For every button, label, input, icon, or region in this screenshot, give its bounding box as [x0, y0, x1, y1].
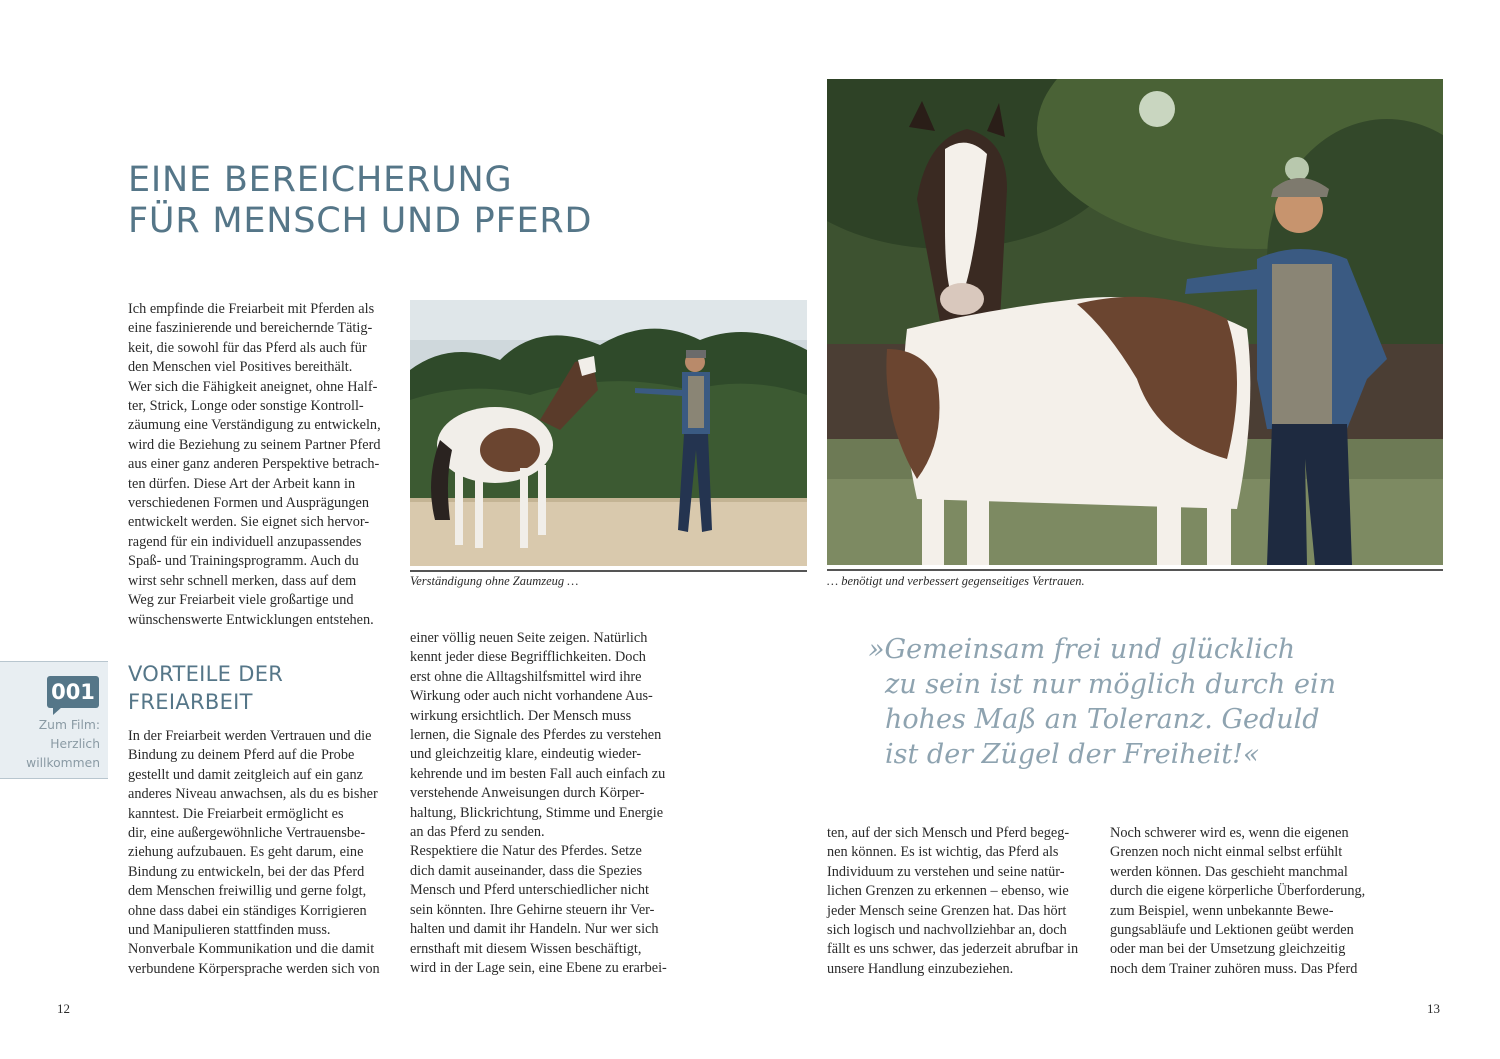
column-2-text	[410, 629, 685, 978]
pull-quote	[868, 632, 1338, 772]
caption-large-photo: … benötigt und verbessert gegenseitiges Vertrauen.	[827, 574, 1085, 588]
film-link[interactable]	[0, 661, 108, 779]
text-line: wird die Beziehung zu seinem Partner Pferd	[128, 436, 381, 453]
text-line: lernen, die Signale des Pferdes zu verstehen	[410, 727, 662, 744]
text-line: sein könnten. Ihre Gehirne steuern ihr Ver-	[410, 901, 655, 918]
section-heading-line2: FREIARBEIT	[128, 690, 253, 714]
section-heading-line1: VORTEILE DER	[128, 662, 284, 686]
caption-rule	[827, 569, 1443, 571]
photo-horse-liberty	[410, 300, 807, 566]
page-number-right: 13	[1427, 1001, 1440, 1016]
text-line: unsere Handlung einzubeziehen.	[827, 960, 1014, 977]
text-line: an das Pferd zu senden.	[410, 824, 545, 841]
text-line: ten, auf der sich Mensch und Pferd begeg-	[827, 825, 1070, 841]
quote-line: ist der Zügel der Freiheit!«	[885, 739, 1260, 770]
text-line: ohne dass dabei ein ständiges Korrigieren	[128, 902, 367, 919]
page-title	[128, 160, 648, 242]
text-line: ragend für ein individuell anzupassendes	[128, 533, 362, 550]
text-line: Individuum zu verstehen und seine natür-	[827, 863, 1065, 880]
text-line: Wer sich die Fähigkeit aneignet, ohne Half-	[128, 378, 378, 395]
text-line: haltung, Blickrichtung, Stimme und Energie	[410, 804, 664, 821]
text-line: entwickelt werden. Sie eignet sich hervor-	[128, 514, 370, 531]
text-line: wird in der Lage sein, eine Ebene zu erarbei-	[410, 959, 667, 976]
photo-horse-liberty-image	[410, 300, 807, 566]
section-text	[128, 727, 398, 979]
text-line: den Menschen viel Positives bereithält.	[128, 359, 353, 376]
photo-horse-portrait	[827, 79, 1443, 565]
text-line: gestellt und damit zeitgleich auf ein ganz	[128, 766, 364, 783]
text-line: aus einer ganz anderen Perspektive betrach-	[128, 456, 380, 473]
caption-rule	[410, 570, 807, 572]
intro-text	[128, 300, 398, 630]
text-line: verbundene Körpersprache werden sich von	[128, 960, 380, 977]
text-line: kehrende und im besten Fall auch einfach zu	[410, 765, 666, 782]
text-line: Spaß- und Trainingsprogramm. Auch du	[128, 553, 359, 570]
text-line: ter, Strick, Longe oder sonstige Kontroll-	[128, 398, 364, 415]
text-line: lichen Grenzen zu erkennen – ebenso, wie	[827, 883, 1069, 900]
text-line: eine faszinierende und bereichernde Tätig-	[128, 320, 373, 337]
text-line: wünschenswerte Entwicklungen entstehen.	[128, 611, 374, 628]
text-line: Grenzen noch nicht einmal selbst erfühlt	[1110, 844, 1343, 861]
text-line: Wirkung oder auch nicht vorhandene Aus-	[410, 688, 653, 705]
text-line: zäumung eine Verständigung zu entwickeln,	[128, 417, 381, 434]
text-line: Nonverbale Kommunikation und die damit	[128, 941, 375, 958]
text-line: wirst sehr schnell merken, dass auf dem	[128, 572, 357, 589]
film-label-line: willkommen	[26, 756, 100, 770]
text-line: Weg zur Freiarbeit viele großartige und	[128, 592, 354, 609]
column-4-text	[1110, 824, 1385, 979]
text-line: noch dem Trainer zuhören muss. Das Pferd	[1110, 960, 1358, 977]
text-line: sich logisch und nachvollziehbar an, doch	[827, 922, 1067, 939]
text-line: oder man bei der Umsetzung gleichzeitig	[1110, 941, 1346, 958]
text-line: nen können. Es ist wichtig, das Pferd als	[827, 844, 1059, 861]
film-number-badge: 001	[47, 676, 99, 708]
text-line: kennt jeder diese Begrifflichkeiten. Doch	[410, 649, 646, 666]
quote-line: »Gemeinsam frei und glücklich	[868, 634, 1296, 665]
text-line: Noch schwerer wird es, wenn die eigenen	[1110, 825, 1349, 841]
text-line: wirkung ersichtlich. Der Mensch muss	[410, 707, 632, 724]
text-line: ernsthaft mit diesem Wissen beschäftigt,	[410, 940, 642, 957]
text-line: halten und damit ihr Handeln. Nur wer sich	[410, 921, 659, 938]
page-number-left: 12	[57, 1001, 70, 1016]
text-line: dich damit auseinander, dass die Spezies	[410, 862, 643, 879]
text-line: verschiedenen Formen und Ausprägungen	[128, 495, 370, 512]
text-line: erst ohne die Alltagshilfsmittel wird ihre	[410, 668, 642, 685]
text-line: In der Freiarbeit werden Vertrauen und die	[128, 728, 372, 744]
text-line: gungsabläufe und Lektionen geübt werden	[1110, 922, 1354, 939]
quote-line: zu sein ist nur möglich durch ein	[885, 669, 1337, 700]
text-line: keit, die sowohl für das Pferd als auch für	[128, 339, 367, 356]
text-line: Respektiere die Natur des Pferdes. Setze	[410, 843, 642, 860]
caption-small-photo: Verständigung ohne Zaumzeug …	[410, 574, 579, 588]
quote-line: hohes Maß an Toleranz. Geduld	[885, 704, 1320, 735]
film-label-line: Herzlich	[50, 737, 100, 751]
text-line: jeder Mensch seine Grenzen hat. Das hört	[827, 902, 1067, 919]
text-line: einer völlig neuen Seite zeigen. Natürlich	[410, 630, 648, 646]
photo-horse-portrait-image	[827, 79, 1443, 565]
text-line: dir, eine außergewöhnliche Vertrauensbe-	[128, 825, 366, 842]
text-line: dem Menschen freiwillig und gerne folgt,	[128, 883, 367, 900]
text-line: Ich empfinde die Freiarbeit mit Pferden als	[128, 301, 375, 317]
text-line: und Manipulieren stattfinden muss.	[128, 922, 331, 939]
text-line: fällt es uns schwer, das jederzeit abrufbar in	[827, 941, 1079, 958]
text-line: zum Beispiel, wenn unbekannte Bewe-	[1110, 902, 1334, 919]
text-line: Bindung zu deinem Pferd auf die Probe	[128, 747, 355, 764]
text-line: Bindung zu entwickeln, bei der das Pferd	[128, 863, 365, 880]
text-line: ziehung aufzubauen. Es geht darum, eine	[128, 844, 364, 861]
film-label-line: Zum Film:	[38, 718, 100, 732]
page-title-line2: FÜR MENSCH UND PFERD	[128, 201, 593, 241]
section-heading	[128, 660, 388, 716]
text-line: verstehende Anweisungen durch Körper-	[410, 785, 645, 802]
text-line: durch die eigene körperliche Überforderung,	[1110, 883, 1366, 900]
text-line: ten dürfen. Diese Art der Arbeit kann in	[128, 475, 356, 492]
page-title-line1: EINE BEREICHERUNG	[128, 160, 513, 200]
column-3-text	[827, 824, 1097, 979]
film-label	[0, 716, 100, 773]
text-line: anderes Niveau anwachsen, als du es bisher	[128, 786, 378, 803]
text-line: werden können. Das geschieht manchmal	[1110, 863, 1348, 880]
text-line: und gleichzeitig klare, eindeutig wieder-	[410, 746, 642, 763]
text-line: kanntest. Die Freiarbeit ermöglicht es	[128, 805, 344, 822]
text-line: Mensch und Pferd unterschiedlicher nicht	[410, 882, 650, 899]
